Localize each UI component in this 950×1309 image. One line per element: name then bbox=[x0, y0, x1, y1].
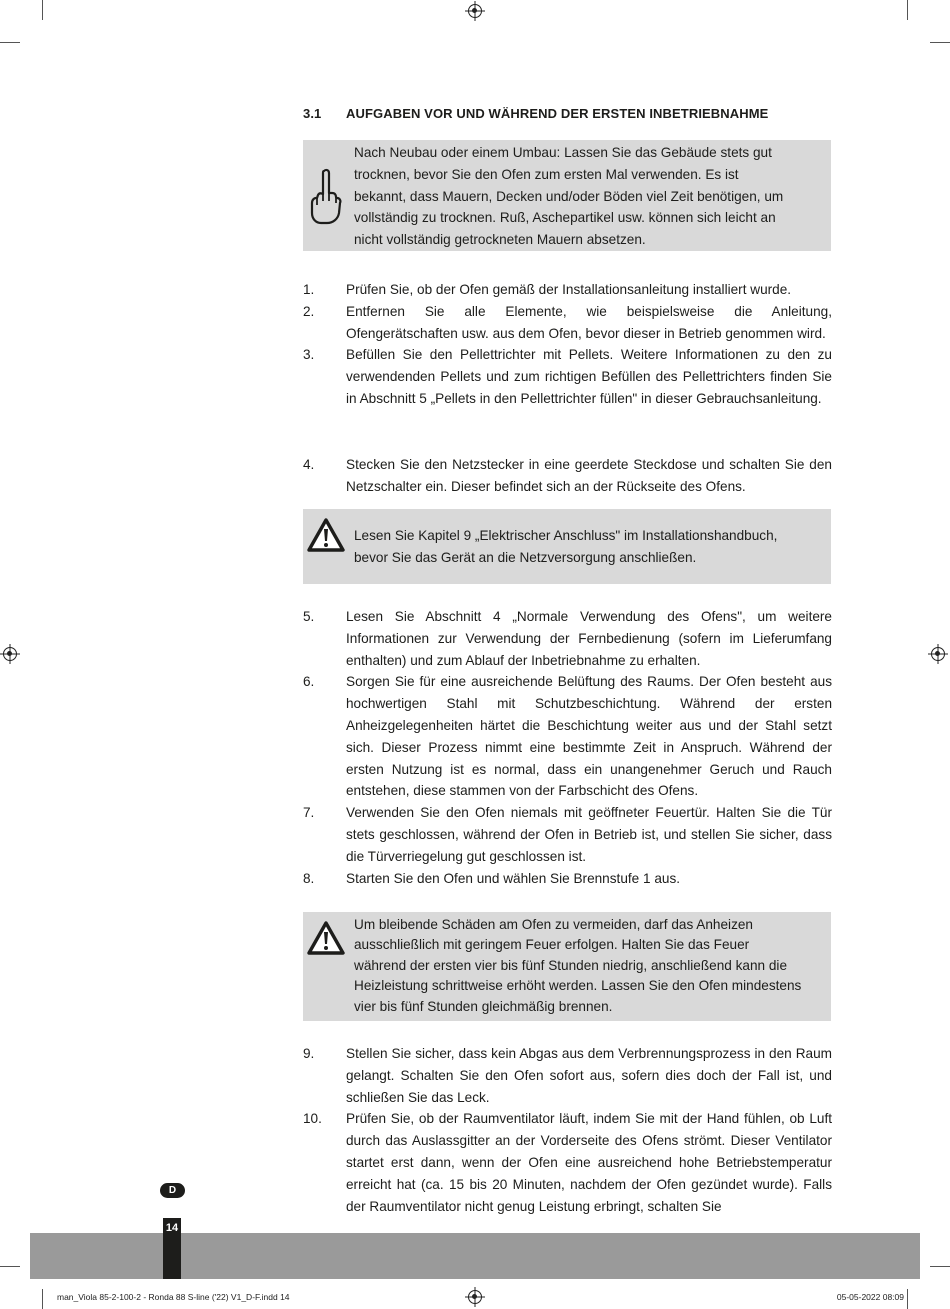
list-item bbox=[303, 671, 832, 802]
step-number: 7. bbox=[303, 805, 315, 821]
step-text: Sorgen Sie für eine ausreichende Belüftung des Raums. Der Ofen besteht aus hochwertigen Stahl mit Schutzbeschichtung. Während der ersten Anheizgelegenheiten härtet die Beschichtung weiter aus und der Stahl setzt sich. Dieser Prozess nimmt eine bestimmte Zeit in Anspruch. Während der ersten Nutzung ist es normal, dass ein unangenehmer Geruch und Rauch entstehen, diese stammen von der Farbschicht des Ofens. bbox=[346, 674, 832, 799]
note-line: bevor Sie das Gerät an die Netzversorgung anschließen. bbox=[354, 549, 697, 565]
note-line: bekannt, dass Mauern, Decken und/oder Böden viel Zeit benötigen, um bbox=[354, 188, 784, 204]
step-text: Befüllen Sie den Pellettrichter mit Pellets. Weitere Informationen zu den zu verwendenden Pellets und zum richtigen Befüllen des Pellettrichters finden Sie in Abschnitt 5 „Pellets in den Pellettrichter füllen" in dieser Gebrauchsanleitung. bbox=[346, 347, 832, 406]
step-text: Stecken Sie den Netzstecker in eine geerdete Steckdose und schalten Sie den Netzschalter ein. Dieser befindet sich an der Rückseite des Ofens. bbox=[346, 457, 832, 494]
step-number: 4. bbox=[303, 457, 315, 472]
note-line: vier bis fünf Stunden gleichmäßig brennen. bbox=[354, 998, 613, 1014]
file-slug: man_Viola 85-2-100-2 - Ronda 88 S-line ('22) V1_D-F.indd 14 bbox=[57, 1292, 290, 1302]
steps-list-d bbox=[303, 1043, 832, 1217]
note-line: ausschließlich mit geringem Feuer erfolgen. Halten Sie das Feuer bbox=[354, 937, 750, 953]
list-item bbox=[303, 868, 832, 890]
info-note-text bbox=[354, 142, 827, 251]
note-line: während der ersten vier bis fünf Stunden niedrig, anschließend kann die bbox=[354, 957, 788, 973]
steps-list-c bbox=[303, 606, 832, 889]
crop-mark bbox=[42, 1289, 43, 1309]
list-item bbox=[303, 606, 832, 671]
note-line: Heizleistung schrittweise erhöht werden. Lassen Sie den Ofen mindestens bbox=[354, 978, 802, 994]
note-line: Lesen Sie Kapitel 9 „Elektrischer Anschluss" im Installationshandbuch, bbox=[354, 528, 778, 543]
registration-mark-icon bbox=[468, 1290, 482, 1304]
step-number: 2. bbox=[303, 303, 315, 319]
list-item bbox=[303, 1043, 832, 1108]
pointing-hand-icon bbox=[307, 167, 343, 227]
step-number: 5. bbox=[303, 609, 315, 624]
steps-list-b bbox=[303, 454, 832, 498]
list-item bbox=[303, 301, 832, 345]
crop-mark bbox=[907, 1289, 908, 1309]
crop-mark bbox=[930, 42, 950, 43]
crop-mark bbox=[930, 1266, 950, 1267]
step-number: 3. bbox=[303, 347, 315, 363]
list-item bbox=[303, 802, 832, 867]
step-number: 1. bbox=[303, 282, 315, 297]
step-number: 6. bbox=[303, 674, 315, 690]
list-item bbox=[303, 1108, 832, 1217]
step-number: 10. bbox=[303, 1111, 322, 1127]
crop-mark bbox=[0, 42, 20, 43]
note-line: trocknen, bevor Sie den Ofen zum ersten Mal verwenden. Es ist bbox=[354, 166, 739, 182]
steps-list-a bbox=[303, 279, 832, 410]
registration-mark-icon bbox=[3, 647, 17, 661]
step-text: Starten Sie den Ofen und wählen Sie Brennstufe 1 aus. bbox=[346, 870, 681, 886]
page-number: 14 bbox=[163, 1218, 181, 1279]
crop-mark bbox=[42, 0, 43, 20]
warning-note-text bbox=[354, 525, 827, 569]
note-line: nicht vollständig getrockneten Mauern absetzen. bbox=[354, 232, 646, 248]
registration-mark-icon bbox=[931, 647, 945, 661]
step-text: Stellen Sie sicher, dass kein Abgas aus dem Verbrennungsprozess in den Raum gelangt. Schalten Sie den Ofen sofort aus, sofern dies doch der Fall ist, und schließen Sie das Leck. bbox=[346, 1046, 832, 1105]
list-item bbox=[303, 344, 832, 409]
warning-triangle-icon bbox=[307, 921, 345, 955]
list-item bbox=[303, 454, 832, 498]
date-slug: 05-05-2022 08:09 bbox=[836, 1292, 904, 1302]
crop-mark bbox=[907, 0, 908, 20]
warning-note-text bbox=[354, 915, 827, 1017]
section-heading bbox=[303, 106, 833, 121]
step-text: Entfernen Sie alle Elemente, wie beispielsweise die Anleitung, Ofengerätschaften usw. aus dem Ofen, bevor dieser in Betrieb genommen wird. bbox=[346, 303, 832, 341]
step-number: 8. bbox=[303, 870, 315, 886]
info-note-box bbox=[303, 140, 831, 251]
section-number: 3.1 bbox=[303, 106, 322, 121]
warning-note-box bbox=[303, 509, 831, 584]
warning-triangle-icon bbox=[307, 518, 345, 552]
step-text: Prüfen Sie, ob der Ofen gemäß der Installationsanleitung installiert wurde. bbox=[346, 282, 792, 297]
section-title: AUFGABEN VOR UND WÄHREND DER ERSTEN INBETRIEBNAHME bbox=[346, 106, 769, 121]
note-line: vollständig zu trocknen. Ruß, Aschepartikel usw. können sich leicht an bbox=[354, 210, 776, 226]
list-item bbox=[303, 279, 832, 301]
crop-mark bbox=[0, 1266, 20, 1267]
note-line: Um bleibende Schäden am Ofen zu vermeiden, darf das Anheizen bbox=[354, 917, 753, 932]
registration-mark-icon bbox=[468, 4, 482, 18]
step-text: Lesen Sie Abschnitt 4 „Normale Verwendung des Ofens", um weitere Informationen zur Verwendung der Fernbedienung (sofern im Lieferumfang enthalten) und zum Ablauf der Inbetriebnahme zu erhalten. bbox=[346, 609, 832, 668]
step-text: Verwenden Sie den Ofen niemals mit geöffneter Feuertür. Halten Sie die Tür stets geschlossen, während der Ofen in Betrieb ist, und stellen Sie sicher, dass die Türverriegelung gut geschlossen ist. bbox=[346, 805, 832, 864]
note-line: Nach Neubau oder einem Umbau: Lassen Sie das Gebäude stets gut bbox=[354, 145, 772, 160]
language-badge: D bbox=[160, 1183, 185, 1198]
warning-note-box bbox=[303, 912, 831, 1021]
step-text: Prüfen Sie, ob der Raumventilator läuft, indem Sie mit der Hand fühlen, ob Luft durch das Auslassgitter an der Vorderseite des Ofens strömt. Dieser Ventilator startet erst dann, wenn der Ofen eine ausreichend hohe Betriebstemperatur erreicht hat (ca. 15 bis 20 Minuten, nachdem der Ofen gezündet wurde). Falls der Raumventilator nicht genug Leistung erbringt, schalten Sie bbox=[346, 1111, 832, 1214]
step-number: 9. bbox=[303, 1046, 315, 1061]
